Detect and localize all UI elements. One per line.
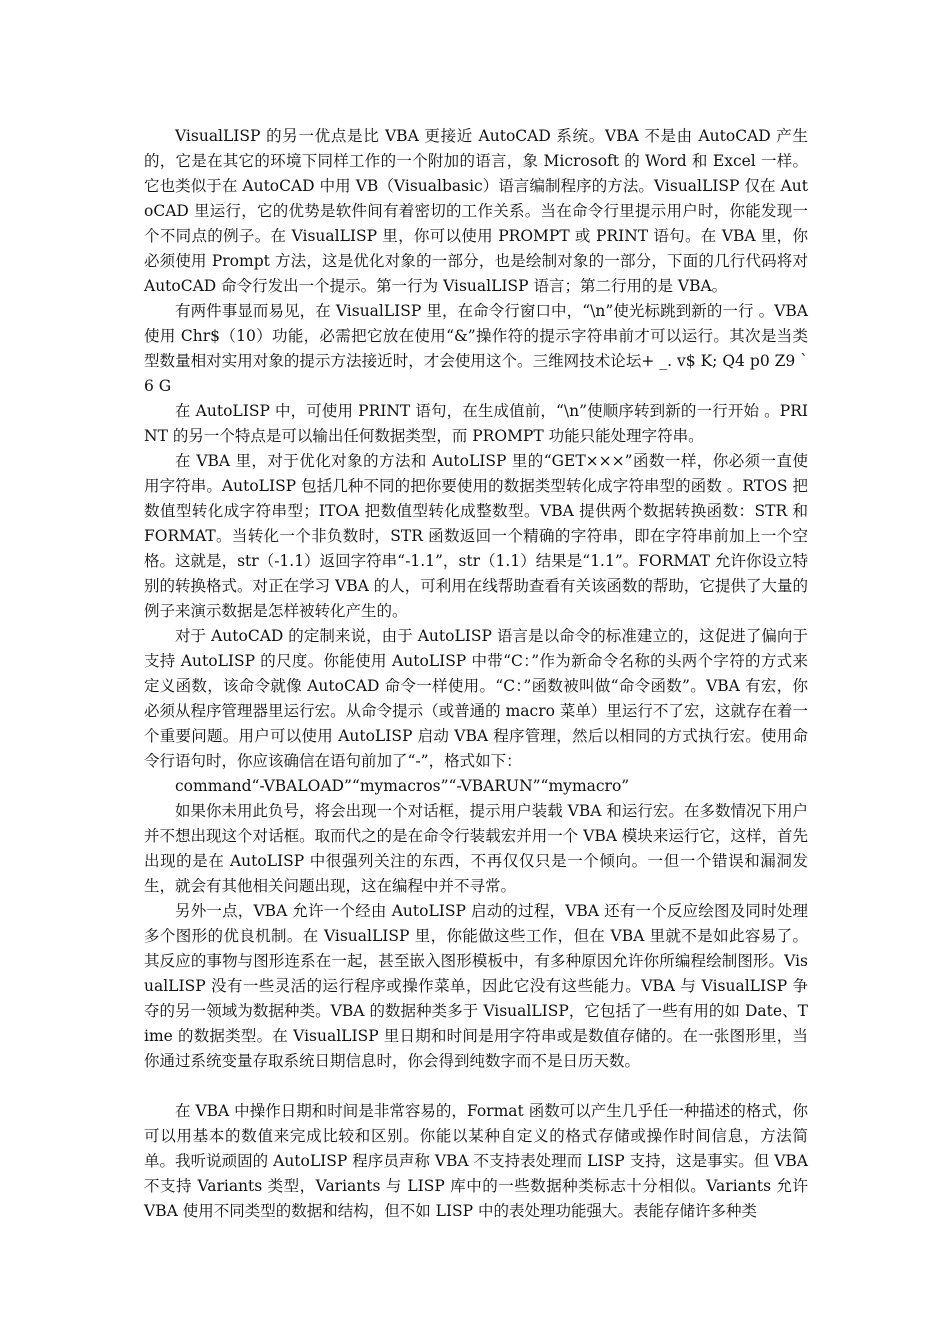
paragraph-newline-comparison: 有两件事显而易见，在 VisualLISP 里，在命令行窗口中，“\n”使光标跳到新的一行 。VBA 使用 Chr$（10）功能，必需把它放在使用“&”操作符的提示字符串前才可以运行。其次是当类型数量相对实用对象的提示方法接近时，才会使用这个。三维网技术论坛+ _. v$ K; Q4 p0 Z9 `6 G	[144, 302, 808, 395]
paragraph-visuallisp-advantage: VisualLISP 的另一优点是比 VBA 更接近 AutoCAD 系统。VBA 不是由 AutoCAD 产生的，它是在其它的环境下同样工作的一个附加的语言，象 Microsoft 的 Word 和 Excel 一样。它也类似于在 AutoCAD 中用 VB（Visualbasic）语言编制程序的方法。VisualLISP 仅在 AutoCAD 里运行，它的优势是软件间有着密切的工作关系。当在命令行里提示用户时，你能发现一个不同点的例子。在 VisualLISP 里，你可以使用 PROMPT 或 PRINT 语句。在 VBA 里，你必须使用 Prompt 方法，这是优化对象的一部分，也是绘制对象的一部分，下面的几行代码将对 AutoCAD 命令行发出一个提示。第一行为 VisualLISP 语言；第二行用的是 VBA。	[144, 127, 808, 295]
paragraph-dialog-note: 如果你未用此负号，将会出现一个对话框，提示用户装载 VBA 和运行宏。在多数情况下用户并不想出现这个对话框。取而代之的是在命令行装载宏并用一个 VBA 模块来运行它，这样，首先出现的是在 AutoLISP 中很强列关注的东西，不再仅仅只是一个倾向。一但一个错误和漏洞发生，就会有其他相关问题出现，这在编程中并不寻常。	[144, 802, 808, 895]
paragraph-command-example: command“-VBALOAD”“mymacros”“-VBARUN”“mymacro”	[175, 777, 630, 795]
paragraph-reactors-datatypes: 另外一点，VBA 允许一个经由 AutoLISP 启动的过程，VBA 还有一个反应绘图及同时处理多个图形的优良机制。在 VisualLISP 里，你能做这些工作，但在 VBA 里就不是如此容易了。其反应的事物与图形连系在一起，甚至嵌入图形模板中，有多种原因允许你所编程绘制图形。VisualLISP 没有一些灵活的运行程序或操作菜单，因此它没有这些能力。VBA 与 VisualLISP 争夺的另一领域为数据种类。VBA 的数据种类多于 VisualLISP，它包括了一些有用的如 Date、Time 的数据类型。在 VisualLISP 里日期和时间是用字符串或是数值存储的。在一张图形里，当你通过系统变量存取系统日期信息时，你会得到纯数字而不是日历天数。	[144, 902, 808, 1070]
paragraph-string-conversion: 在 VBA 里，对于优化对象的方法和 AutoLISP 里的“GET×××”函数一样，你必须一直使用字符串。AutoLISP 包括几种不同的把你要使用的数据类型转化成字符串型的函数 。RTOS 把数值型转化成字符串型；ITOA 把数值型转化成整数型。VBA 提供两个数据转换函数：STR 和 FORMAT。当转化一个非负数时，STR 函数返回一个精确的字符串，即在字符串前加上一个空格。这就是，str（-1.1）返回字符串“-1.1”，str（1.1）结果是“1.1”。FORMAT 允许你设立特别的转换格式。对正在学习 VBA 的人，可利用在线帮助查看有关该函数的帮助，它提供了大量的例子来演示数据是怎样被转化产生的。	[144, 452, 808, 620]
paragraph-date-time-variants: 在 VBA 中操作日期和时间是非常容易的，Format 函数可以产生几乎任一种描述的格式，你可以用基本的数值来完成比较和区别。你能以某种自定义的格式存储或操作时间信息，方法简单。我听说顽固的 AutoLISP 程序员声称 VBA 不支持表处理而 LISP 支持，这是事实。但 VBA 不支持 Variants 类型，Variants 与 LISP 库中的一些数据种类标志十分相似。Variants 允许 VBA 使用不同类型的数据和结构，但不如 LISP 中的表处理功能强大。表能存储许多种类	[144, 1102, 808, 1220]
paragraph-command-functions: 对于 AutoCAD 的定制来说，由于 AutoLISP 语言是以命令的标准建立的，这促进了偏向于支持 AutoLISP 的尺度。你能使用 AutoLISP 中带“C：”作为新命令名称的头两个字符的方式来定义函数，该命令就像 AutoCAD 命令一样使用。“C：”函数被叫做“命令函数”。VBA 有宏，你必须从程序管理器里运行宏。从命令提示（或普通的 macro 菜单）里运行不了宏，这就存在着一个重要问题。用户可以使用 AutoLISP 启动 VBA 程序管理，然后以相同的方式执行宏。使用命令行语句时，你应该确信在语句前加了“-”，格式如下：	[144, 627, 808, 770]
paragraph-autolisp-print: 在 AutoLISP 中，可使用 PRINT 语句，在生成值前，“\n”使顺序转到新的一行开始 。PRINT 的另一个特点是可以输出任何数据类型，而 PROMPT 功能只能处理字符串。	[144, 402, 808, 445]
document-body	[144, 124, 808, 1224]
paragraph-spacer	[144, 1074, 808, 1099]
